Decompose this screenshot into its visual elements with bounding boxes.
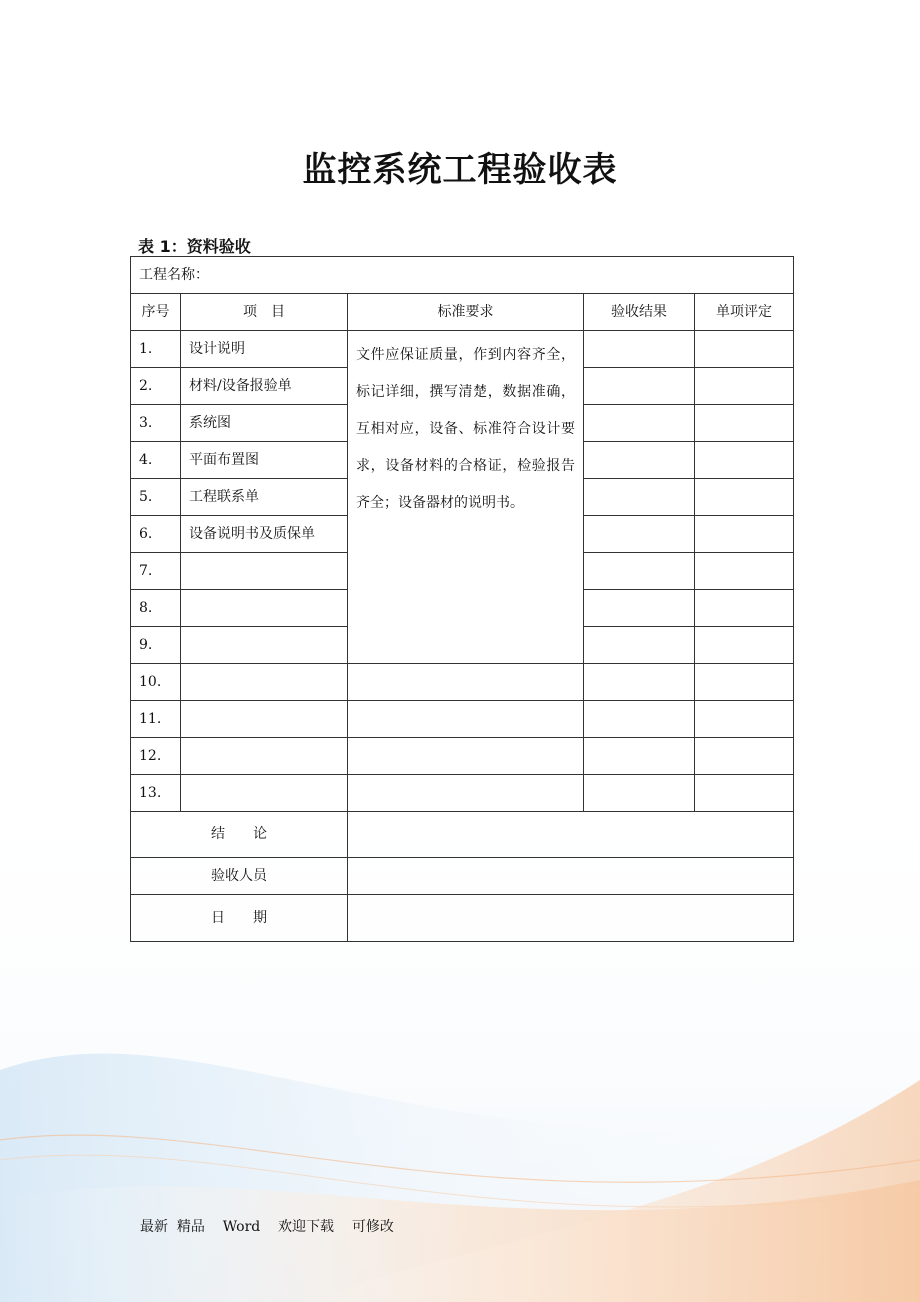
standard-requirements-text: 文件应保证质量，作到内容齐全，标记详细，撰写清楚，数据准确，互相对应，设备、标准符合设计要求，设备材料的合格证，检验报告齐全；设备器材的说明书。 <box>348 331 584 664</box>
result-cell[interactable] <box>584 738 695 775</box>
rating-cell[interactable] <box>695 775 794 812</box>
header-seq: 序号 <box>131 294 181 331</box>
row-item[interactable] <box>181 701 348 738</box>
row-seq: 10. <box>131 664 181 701</box>
acceptance-table <box>130 256 794 942</box>
result-cell[interactable] <box>584 405 695 442</box>
table-row <box>131 331 794 368</box>
rating-cell[interactable] <box>695 405 794 442</box>
result-cell[interactable] <box>584 368 695 405</box>
row-item: 系统图 <box>181 405 348 442</box>
row-item: 设计说明 <box>181 331 348 368</box>
rating-cell[interactable] <box>695 442 794 479</box>
row-seq: 13. <box>131 775 181 812</box>
row-seq: 7. <box>131 553 181 590</box>
rating-cell[interactable] <box>695 516 794 553</box>
rating-cell[interactable] <box>695 664 794 701</box>
rating-cell[interactable] <box>695 590 794 627</box>
standard-cell[interactable] <box>348 775 584 812</box>
conclusion-label: 结 论 <box>131 812 348 858</box>
row-seq: 1. <box>131 331 181 368</box>
row-seq: 5. <box>131 479 181 516</box>
row-item[interactable] <box>181 627 348 664</box>
inspectors-label: 验收人员 <box>131 858 348 895</box>
row-item[interactable] <box>181 590 348 627</box>
result-cell[interactable] <box>584 479 695 516</box>
row-item: 材料/设备报验单 <box>181 368 348 405</box>
row-seq: 2. <box>131 368 181 405</box>
row-seq: 3. <box>131 405 181 442</box>
header-standard: 标准要求 <box>348 294 584 331</box>
table-row <box>131 701 794 738</box>
header-result: 验收结果 <box>584 294 695 331</box>
rating-cell[interactable] <box>695 331 794 368</box>
row-item[interactable] <box>181 738 348 775</box>
conclusion-field[interactable] <box>348 812 794 858</box>
inspectors-field[interactable] <box>348 858 794 895</box>
row-item[interactable] <box>181 553 348 590</box>
rating-cell[interactable] <box>695 553 794 590</box>
result-cell[interactable] <box>584 664 695 701</box>
standard-cell[interactable] <box>348 738 584 775</box>
rating-cell[interactable] <box>695 738 794 775</box>
header-rating: 单项评定 <box>695 294 794 331</box>
row-item[interactable] <box>181 664 348 701</box>
result-cell[interactable] <box>584 590 695 627</box>
standard-cell[interactable] <box>348 664 584 701</box>
rating-cell[interactable] <box>695 368 794 405</box>
row-item: 平面布置图 <box>181 442 348 479</box>
document-title: 监控系统工程验收表 <box>302 150 618 190</box>
date-field[interactable] <box>348 895 794 942</box>
standard-cell[interactable] <box>348 701 584 738</box>
row-seq: 9. <box>131 627 181 664</box>
result-cell[interactable] <box>584 701 695 738</box>
row-item: 工程联系单 <box>181 479 348 516</box>
header-item: 项 目 <box>181 294 348 331</box>
table-row <box>131 775 794 812</box>
rating-cell[interactable] <box>695 701 794 738</box>
result-cell[interactable] <box>584 627 695 664</box>
date-label: 日 期 <box>131 895 348 942</box>
footer-note: 最新 精品 Word 欢迎下载 可修改 <box>140 1219 394 1235</box>
row-item[interactable] <box>181 775 348 812</box>
rating-cell[interactable] <box>695 479 794 516</box>
result-cell[interactable] <box>584 516 695 553</box>
result-cell[interactable] <box>584 442 695 479</box>
row-seq: 6. <box>131 516 181 553</box>
result-cell[interactable] <box>584 775 695 812</box>
table-row <box>131 738 794 775</box>
table-row <box>131 664 794 701</box>
rating-cell[interactable] <box>695 627 794 664</box>
row-item: 设备说明书及质保单 <box>181 516 348 553</box>
result-cell[interactable] <box>584 553 695 590</box>
row-seq: 12. <box>131 738 181 775</box>
result-cell[interactable] <box>584 331 695 368</box>
row-seq: 8. <box>131 590 181 627</box>
row-seq: 4. <box>131 442 181 479</box>
project-name-field[interactable]: 工程名称： <box>131 257 794 294</box>
row-seq: 11. <box>131 701 181 738</box>
table-caption: 表 1：资料验收 <box>138 237 251 256</box>
